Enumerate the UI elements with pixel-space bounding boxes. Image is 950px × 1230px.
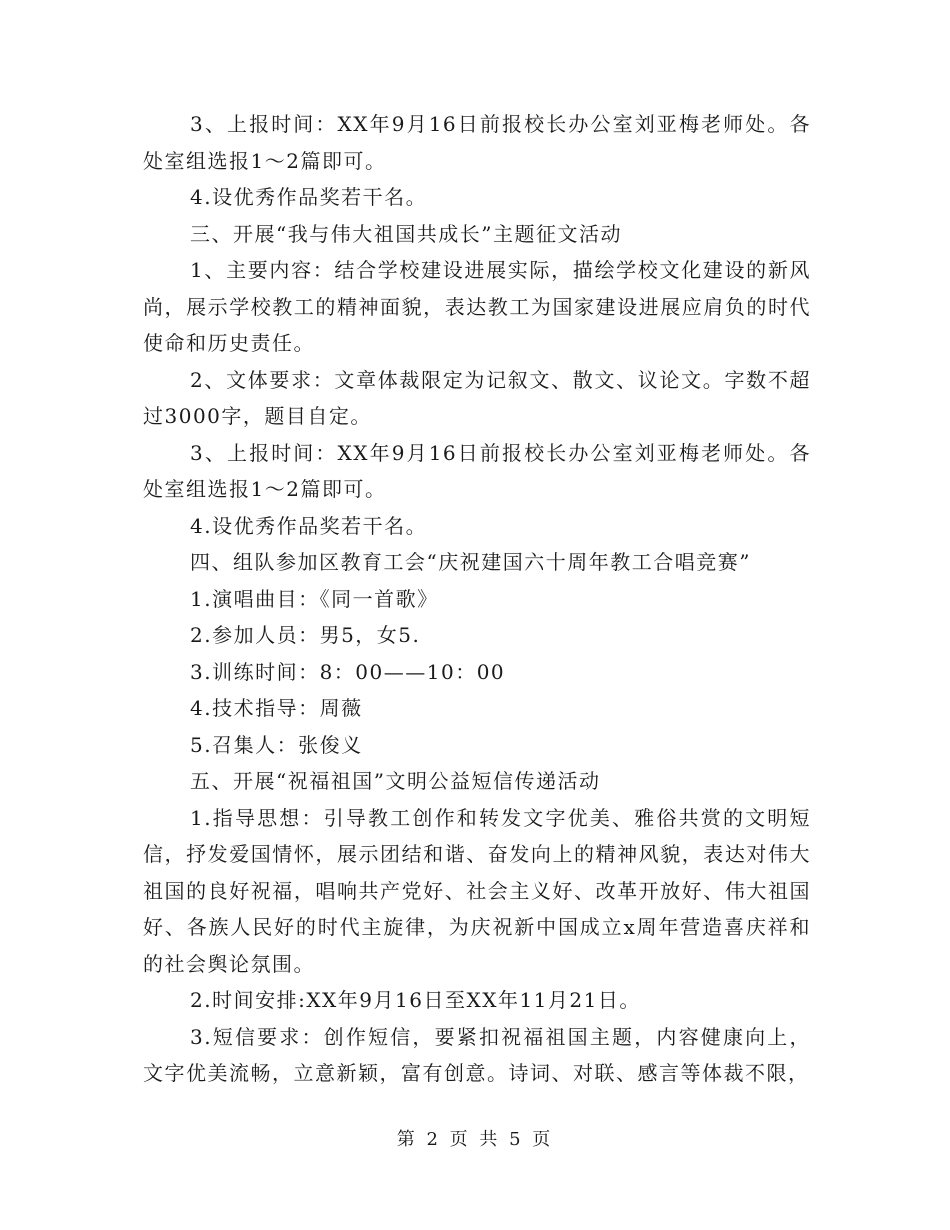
paragraph: 4.设优秀作品奖若干名。	[190, 185, 428, 209]
section-heading: 三、开展“我与伟大祖国共成长”主题征文活动	[190, 221, 622, 246]
paragraph: 4.设优秀作品奖若干名。	[190, 513, 428, 538]
page-number-footer: 第 2 页 共 5 页	[396, 1129, 554, 1150]
paragraph: 1、主要内容：结合学校建设进展实际，描绘学校文化建设的新风尚，展示学校教工的精神面貌，表达教工为国家建设进展应肩负的时代使命和历史责任。	[143, 258, 811, 355]
paragraph: 3、上报时间：XX年9月16日前报校长办公室刘亚梅老师处。各处室组选报1～2篇即可。	[143, 440, 811, 501]
paragraph: 4.技术指导：周薇	[190, 696, 363, 720]
paragraph: 3、上报时间：XX年9月16日前报校长办公室刘亚梅老师处。各处室组选报1～2篇即可。	[143, 112, 811, 173]
section-heading: 四、组队参加区教育工会“庆祝建国六十周年教工合唱竞赛”	[190, 550, 751, 574]
paragraph: 2、文体要求：文章体裁限定为记叙文、散文、议论文。字数不超过3000字，题目自定。	[143, 367, 811, 428]
section-heading: 五、开展“祝福祖国”文明公益短信传递活动	[190, 769, 601, 793]
paragraph: 5.召集人：张俊义	[190, 732, 363, 757]
paragraph: 2.时间安排:XX年9月16日至XX年11月21日。	[190, 988, 641, 1012]
document-body	[143, 106, 811, 1092]
paragraph: 3.训练时间：8：00——10：00	[190, 659, 506, 684]
paragraph: 2.参加人员：男5，女5.	[190, 623, 421, 647]
paragraph: 1.指导思想：引导教工创作和转发文字优美、雅俗共赏的文明短信，抒发爱国情怀，展示团结和谐、奋发向上的精神风貌，表达对伟大祖国的良好祝福，唱响共产党好、社会主义好、改革开放好、伟大祖国好、各族人民好的时代主旋律，为庆祝新中国成立x周年营造喜庆祥和的社会舆论氛围。	[143, 805, 811, 976]
paragraph: 3.短信要求：创作短信，要紧扣祝福祖国主题，内容健康向上，文字优美流畅，立意新颖，富有创意。诗词、对联、感言等体裁不限，	[143, 1024, 811, 1085]
paragraph: 1.演唱曲目：《同一首歌》	[190, 586, 439, 611]
